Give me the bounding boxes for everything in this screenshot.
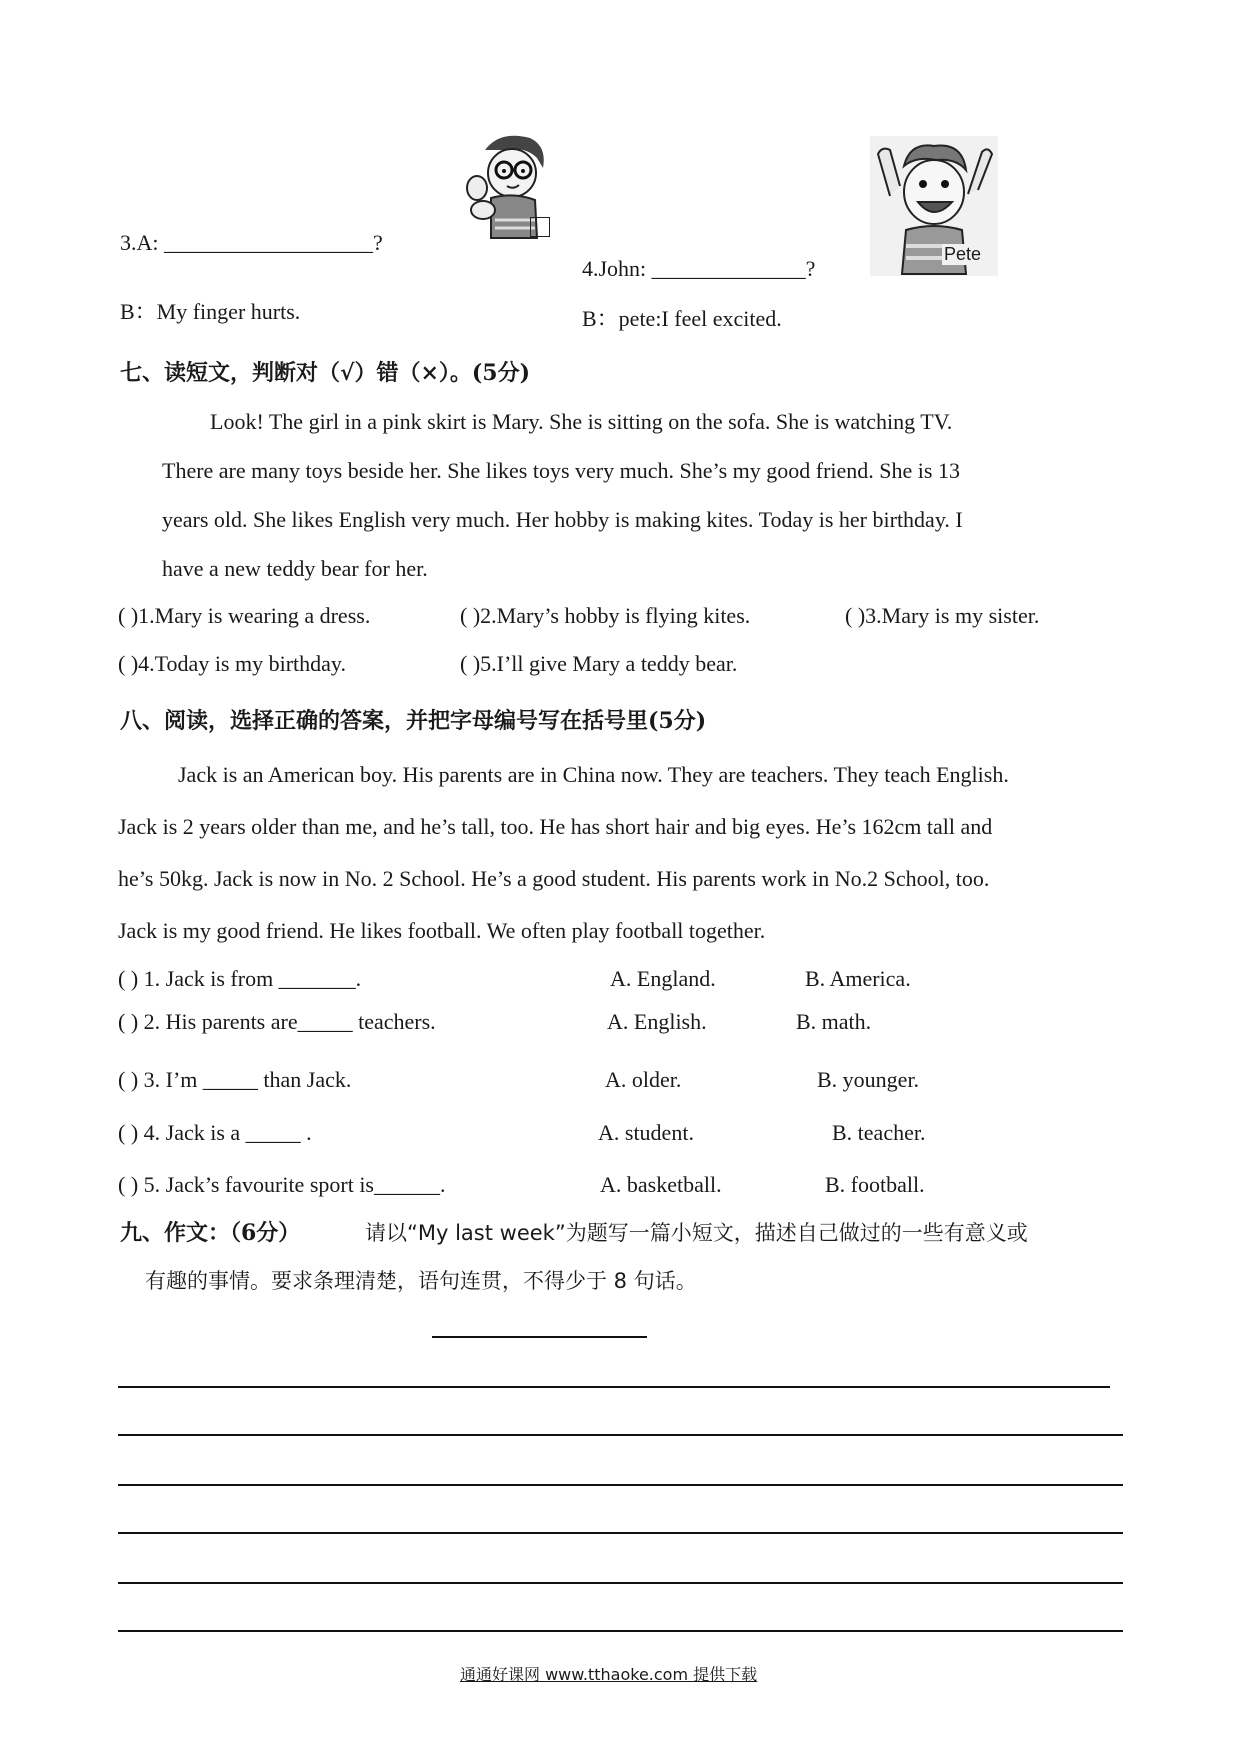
q4-b-line: B：pete:I feel excited. (582, 306, 782, 331)
section9-prompt-line-2: 有趣的事情。要求条理清楚，语句连贯，不得少于 8 句话。 (145, 1269, 697, 1293)
section7-item-2: ( )2.Mary’s hobby is flying kites. (460, 603, 751, 628)
section7-passage-line: have a new teddy bear for her. (162, 556, 428, 581)
section7-item-4: ( )4.Today is my birthday. (118, 651, 346, 676)
composition-writing-line[interactable] (118, 1434, 1123, 1436)
composition-writing-line[interactable] (118, 1630, 1123, 1632)
section9-prompt-line-1: 请以“My last week”为题写一篇小短文，描述自己做过的一些有意义或 (365, 1221, 1028, 1245)
q3-b-line: B：My finger hurts. (120, 299, 301, 324)
section8-option-b-2: B. math. (796, 1009, 872, 1034)
composition-writing-line[interactable] (118, 1386, 1110, 1388)
section9-heading: 九、作文：（6分） (120, 1220, 301, 1246)
composition-writing-line[interactable] (118, 1582, 1123, 1584)
q3-a-line: 3.A: ___________________? (120, 230, 383, 255)
section8-passage (118, 749, 1128, 957)
section8-passage-line: Jack is an American boy. His parents are in China now. They are teachers. They teach English. (178, 762, 1009, 787)
section7-passage-line: years old. She likes English very much. Her hobby is making kites. Today is her birthday. I (162, 507, 963, 532)
section8-option-a-2: A. English. (607, 1009, 707, 1034)
composition-writing-line[interactable] (118, 1532, 1123, 1534)
section8-question-4: ( ) 4. Jack is a _____ . (118, 1120, 312, 1145)
section7-item-3: ( )3.Mary is my sister. (845, 603, 1040, 628)
footer-source-link[interactable]: 通通好课网 www.tthaoke.com 提供下载 (460, 1665, 758, 1684)
section7-passage-line: There are many toys beside her. She likes toys very much. She’s my good friend. She is 13 (162, 458, 960, 483)
section8-passage-line: Jack is my good friend. He likes football. We often play football together. (118, 918, 766, 943)
section8-option-b-1: B. America. (805, 966, 911, 991)
q4-a-line: 4.John: ______________? (582, 256, 816, 281)
section8-question-1: ( ) 1. Jack is from _______. (118, 966, 362, 991)
section8-question-5: ( ) 5. Jack’s favourite sport is______. (118, 1172, 446, 1197)
section8-option-a-5: A. basketball. (600, 1172, 722, 1197)
section8-question-2: ( ) 2. His parents are_____ teachers. (118, 1009, 436, 1034)
pete-illustration (870, 136, 998, 276)
section8-option-a-4: A. student. (598, 1120, 694, 1145)
section8-option-a-1: A. England. (610, 966, 716, 991)
composition-title-line[interactable] (432, 1336, 647, 1338)
section7-passage (162, 397, 1112, 593)
answer-checkbox[interactable] (530, 217, 550, 237)
section8-passage-line: he’s 50kg. Jack is now in No. 2 School. He’s a good student. His parents work in No.2 School, too. (118, 866, 990, 891)
section8-passage-line: Jack is 2 years older than me, and he’s tall, too. He has short hair and big eyes. He’s 162cm tall and (118, 814, 993, 839)
composition-writing-line[interactable] (118, 1484, 1123, 1486)
section7-heading: 七、读短文，判断对（√）错（×）。(5分) (120, 360, 531, 386)
section8-heading: 八、阅读，选择正确的答案，并把字母编号写在括号里(5分) (120, 708, 707, 734)
section7-item-5: ( )5.I’ll give Mary a teddy bear. (460, 651, 738, 676)
section7-item-1: ( )1.Mary is wearing a dress. (118, 603, 371, 628)
section8-option-b-3: B. younger. (817, 1067, 920, 1092)
section8-option-b-5: B. football. (825, 1172, 925, 1197)
section8-option-b-4: B. teacher. (832, 1120, 926, 1145)
section8-option-a-3: A. older. (605, 1067, 682, 1092)
section8-question-3: ( ) 3. I’m _____ than Jack. (118, 1067, 352, 1092)
pete-name-label: Pete (944, 244, 982, 264)
section7-passage-line: Look! The girl in a pink skirt is Mary. She is sitting on the sofa. She is watching TV. (210, 409, 953, 434)
